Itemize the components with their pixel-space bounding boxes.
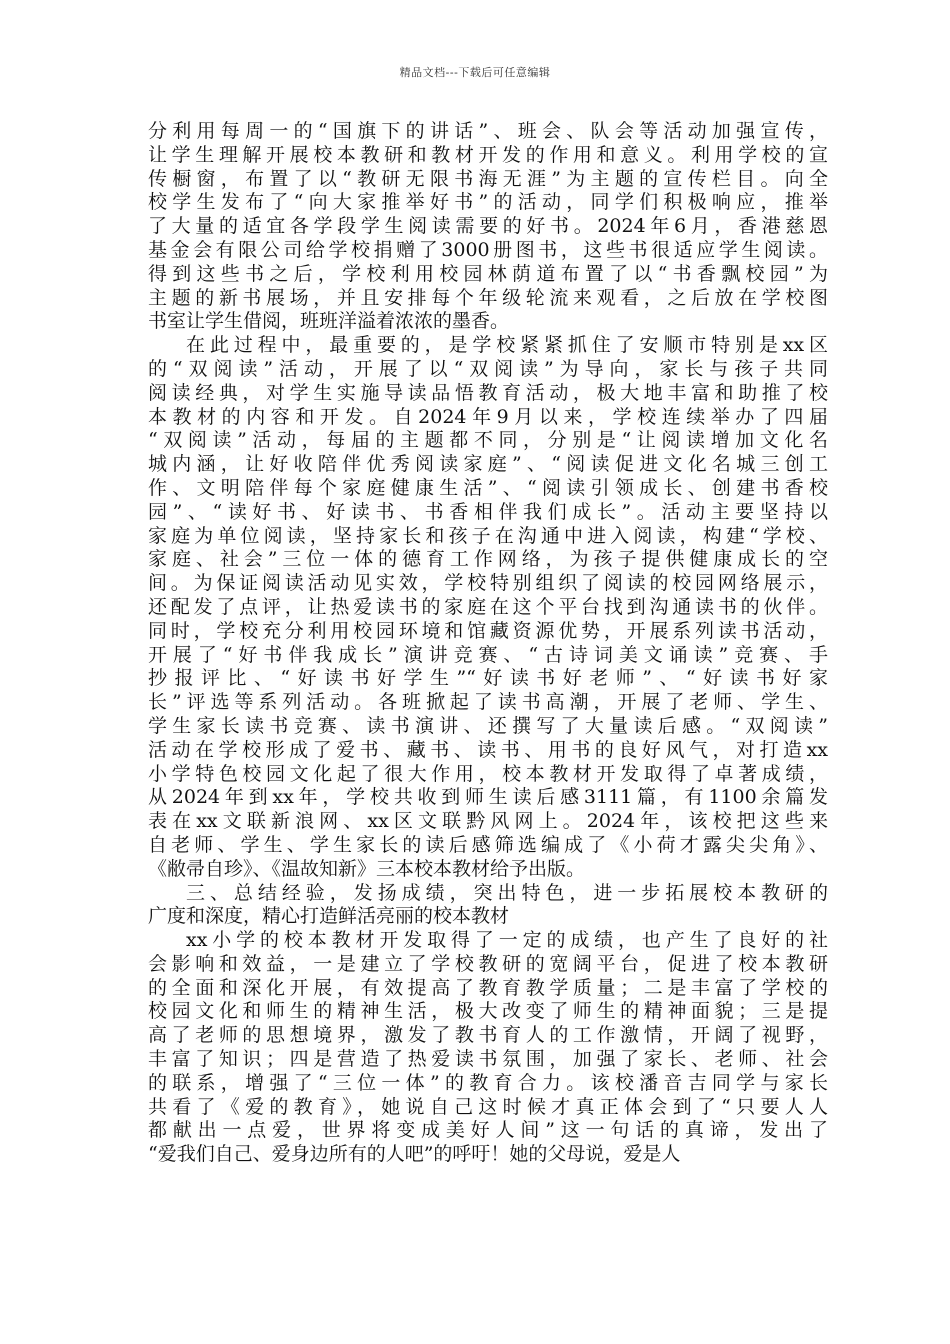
text-line: 小学特色校园文化起了很大作用，校本教材开发取得了卓著成绩， [148,762,828,785]
page-header: 精品文档---下载后可任意编辑 [399,66,551,79]
text-line: 作、文明陪伴每个家庭健康生活”、“阅读引领成长、创建书香校 [148,476,828,499]
text-line: 了大量的适宜各学段学生阅读需要的好书。2024年6月，香港慈恩 [148,215,828,238]
text-line: 自老师、学生、学生家长的读后感筛选编成了《小荷才露尖尖角》、 [148,833,828,856]
text-line: 抄报评比、“好读书好学生”“好读书好老师”、“好读书好家 [148,667,828,690]
text-line: 基金会有限公司给学校捐赠了3000册图书，这些书很适应学生阅读。 [148,238,828,261]
text-line: 阅读经典，对学生实施导读品悟教育活动，极大地丰富和助推了校 [148,381,828,404]
text-line: “爱我们自己、爱身边所有的人吧”的呼吁！她的父母说，爱是人 [148,1143,681,1166]
text-line: 长”评选等系列活动。各班掀起了读书高潮，开展了老师、学生、 [148,691,828,714]
text-line: 的全面和深化开展，有效提高了教育教学质量；二是丰富了学校的 [148,976,828,999]
text-line: 三、总结经验，发扬成绩，突出特色，进一步拓展校本教研的 [186,881,828,904]
text-line: 得到这些书之后，学校利用校园林荫道布置了以“书香飘校园”为 [148,262,828,285]
text-line: 《敝帚自珍》、《温故知新》三本校本教材给予出版。 [148,857,586,880]
text-line: 城内涵，让好收陪伴优秀阅读家庭”、“阅读促进文化名城三创工 [148,453,828,476]
text-line: 学生家长读书竞赛、读书演讲、还撰写了大量读后感。“双阅读” [148,714,828,737]
text-line: xx小学的校本教材开发取得了一定的成绩，也产生了良好的社 [186,929,828,952]
text-line: 同时，学校充分利用校园环境和馆藏资源优势，开展系列读书活动， [148,619,828,642]
text-line: 家庭为单位阅读，坚持家长和孩子在沟通中进入阅读，构建“学校、 [148,524,828,547]
text-line: 开展了“好书伴我成长”演讲竞赛、“古诗词美文诵读”竞赛、手 [148,643,828,666]
text-line: 家庭、社会”三位一体的德育工作网络，为孩子提供健康成长的空 [148,548,828,571]
text-line: “双阅读”活动，每届的主题都不同，分别是“让阅读增加文化名 [148,429,828,452]
text-line: 会影响和效益，一是建立了学校教研的宽阔平台，促进了校本教研 [148,952,828,975]
text-line: 还配发了点评，让热爱读书的家庭在这个平台找到沟通读书的伙伴。 [148,595,828,618]
text-line: 本教材的内容和开发。自2024年9月以来，学校连续举办了四届 [148,405,828,428]
text-line: 活动在学校形成了爱书、藏书、读书、用书的良好风气，对打造xx [148,738,828,761]
text-line: 高了老师的思想境界，激发了教书育人的工作激情，开阔了视野， [148,1024,828,1047]
body-text [148,120,828,1167]
text-line: 传橱窗，布置了以“教研无限书海无涯”为主题的宣传栏目。向全 [148,167,828,190]
text-line: 在此过程中，最重要的，是学校紧紧抓住了安顺市特别是xx区 [186,334,828,357]
text-line: 共看了《爱的教育》，她说自己这时候才真正体会到了“只要人人 [148,1095,828,1118]
text-line: 的联系，增强了“三位一体”的教育合力。该校潘音吉同学与家长 [148,1071,828,1094]
text-line: 让学生理解开展校本教研和教材开发的作用和意义。利用学校的宣 [148,143,828,166]
text-line: 的“双阅读”活动，开展了以“双阅读”为导向，家长与孩子共同 [148,357,828,380]
text-line: 表在xx文联新浪网、xx区文联黔风网上。2024年，该校把这些来 [148,810,828,833]
text-line: 园”、“读好书、好读书、书香相伴我们成长”。活动主要坚持以 [148,500,828,523]
text-line: 校学生发布了“向大家推举好书”的活动，同学们积极响应，推举 [148,191,828,214]
text-line: 间。为保证阅读活动见实效，学校特别组织了阅读的校园网络展示， [148,572,828,595]
text-line: 书室让学生借阅，班班洋溢着浓浓的墨香。 [148,310,510,333]
text-line: 丰富了知识；四是营造了热爱读书氛围，加强了家长、老师、社会 [148,1048,828,1071]
text-line: 校园文化和师生的精神生活，极大改变了师生的精神面貌；三是提 [148,1000,828,1023]
text-line: 从2024年到xx年，学校共收到师生读后感3111篇，有1100余篇发 [148,786,828,809]
text-line: 分利用每周一的“国旗下的讲话”、班会、队会等活动加强宣传， [148,120,828,142]
text-line: 主题的新书展场，并且安排每个年级轮流来观看，之后放在学校图 [148,286,828,309]
text-line: 广度和深度，精心打造鲜活亮丽的校本教材 [148,905,510,928]
text-line: 都献出一点爱，世界将变成美好人间”这一句话的真谛，发出了 [148,1119,828,1142]
